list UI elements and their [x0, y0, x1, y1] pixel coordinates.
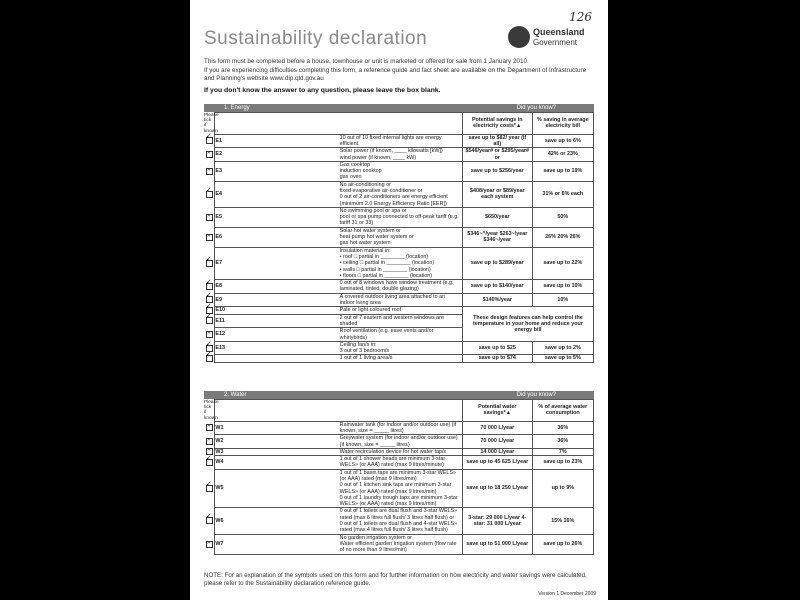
water-row-saving: save up to 45 625 L/year — [462, 456, 532, 470]
energy-row-description — [339, 355, 463, 362]
intro-instruction: If you don't know the answer to any question, please leave the box blank. — [204, 86, 441, 94]
energy-row — [204, 181, 594, 207]
water-header-col1: Potential water savings*▲ — [462, 400, 532, 422]
water-table — [204, 399, 594, 555]
energy-did-you-know: Did you know? — [516, 105, 556, 111]
energy-row-saving: $546/year# or $295/year# or — [462, 148, 532, 162]
energy-row-code: E12 — [215, 328, 339, 342]
intro-text — [204, 58, 594, 95]
energy-row-description — [339, 207, 463, 227]
water-row-saving: save up to 18 250 L/year — [462, 469, 532, 508]
energy-row-saving: save up to $74 — [462, 355, 532, 362]
water-row-percent: 7% — [532, 448, 593, 455]
energy-row-saving: $650/year — [462, 207, 532, 227]
energy-row-percent: 31% or 6% each — [532, 181, 593, 207]
water-row-percent: 36% — [532, 435, 593, 449]
energy-row-code: E4 — [215, 181, 339, 207]
water-row-description — [339, 456, 463, 470]
logo-line-1: Queensland — [533, 27, 585, 37]
energy-row-description — [339, 328, 463, 342]
energy-row-description — [339, 181, 463, 207]
energy-row-saving: save up to $82/ year (if all) — [462, 134, 532, 148]
water-checkbox[interactable] — [206, 485, 213, 492]
water-row-tick-cell — [204, 421, 215, 435]
water-row-description-line: 1 out of 1 basin taps are minimum 3-star WELS» (or AAA) rated (max 9 litres/min) — [339, 469, 456, 482]
energy-row-description-line: gas hot water system — [339, 240, 391, 247]
energy-row-percent: 26% 20% 26% — [532, 227, 593, 247]
water-row-code: W1 — [215, 421, 339, 435]
energy-row-description — [339, 148, 463, 162]
energy-checkbox[interactable] — [206, 355, 213, 362]
energy-row-percent: 50% — [532, 207, 593, 227]
energy-row-tick-cell — [204, 328, 215, 342]
energy-row-description-line: Solar hot water system or — [339, 227, 401, 234]
water-row-tick-cell — [204, 435, 215, 449]
energy-checkbox[interactable] — [206, 168, 213, 175]
energy-row-tick-cell — [204, 148, 215, 162]
energy-row-description — [339, 293, 463, 307]
energy-row-description-line: wind power (if known, ____ kW) — [339, 154, 417, 161]
energy-row-percent: save up to 10% — [532, 280, 593, 294]
energy-row-code: E13 — [215, 341, 339, 355]
energy-row-saving: save up to $256/year — [462, 161, 532, 181]
water-row-tick-cell — [204, 456, 215, 470]
energy-row-tick-cell — [204, 207, 215, 227]
water-row-description-line: Greywater system (for indoor and/or outdoor use) (if known, size = _____ litres) — [339, 435, 458, 448]
crest-icon — [508, 26, 530, 48]
energy-row-percent: save up to 5% — [532, 355, 593, 362]
water-row-percent: save up to 23% — [532, 456, 593, 470]
energy-section-label: 1. Energy — [224, 105, 250, 111]
energy-row-code: E3 — [215, 161, 339, 181]
energy-row — [204, 161, 594, 181]
energy-row-description — [339, 227, 463, 247]
energy-row-code: E6 — [215, 227, 339, 247]
energy-row — [204, 293, 594, 307]
water-row-percent: save up to 26% — [532, 534, 593, 554]
water-row-tick-cell — [204, 508, 215, 534]
energy-row-saving: $346~^/year $263~/year $346~/year — [462, 227, 532, 247]
water-row-description-line: Water recirculation device for hot water tap/s — [339, 448, 447, 455]
energy-row-description-line: Gas cooktop — [339, 161, 370, 168]
water-row-description — [339, 534, 463, 554]
energy-row-tick-cell — [204, 280, 215, 294]
energy-row-percent: save up to 2% — [532, 341, 593, 355]
energy-checkbox[interactable] — [206, 331, 213, 338]
energy-row — [204, 280, 594, 294]
water-checkbox[interactable] — [206, 541, 213, 548]
water-row-description-line: 1 out of 1 shower heads are minimum 3-star WELS» (or AAA) rated (max 9 litres/minute) — [339, 456, 446, 469]
energy-header-col2: % saving in average electricity bill — [532, 113, 593, 135]
energy-row-description-line: 10 out of 10 fixed internal lights are energy efficient — [339, 134, 442, 147]
energy-row-description-line: • floors □ partial in ________ (location) — [339, 272, 433, 279]
energy-row-description-line: Pale or light coloured roof — [339, 307, 402, 314]
water-section-label: 2. Water — [224, 392, 247, 398]
water-row-description-line: No garden irrigation system or — [339, 534, 412, 541]
energy-row — [204, 207, 594, 227]
energy-row-tick-cell — [204, 181, 215, 207]
water-row-description-line: Water efficient garden irrigation system (flow rate of no more than 9 litres/min) — [339, 540, 457, 554]
water-row-description — [339, 469, 463, 508]
energy-row-code: E2 — [215, 148, 339, 162]
water-section-bar — [204, 391, 594, 399]
energy-row-code: E7 — [215, 247, 339, 279]
energy-row — [204, 148, 594, 162]
water-row-percent: up to 9% — [532, 469, 593, 508]
water-row — [204, 469, 594, 508]
energy-row-description-line: Ceiling fan/s in: — [339, 341, 377, 348]
energy-section-bar — [204, 104, 594, 112]
energy-row-description — [339, 307, 463, 314]
water-checkbox[interactable] — [206, 517, 213, 524]
energy-row — [204, 134, 594, 148]
water-row-code: W2 — [215, 435, 339, 449]
water-row-description-line: Rainwater tank (for indoor and/or outdoor use) (if known, size = _____ litres) — [339, 421, 457, 434]
water-row — [204, 448, 594, 455]
energy-row-description — [339, 341, 463, 355]
page-title: Sustainability declaration — [204, 28, 428, 49]
energy-row — [204, 247, 594, 279]
water-row — [204, 435, 594, 449]
energy-row-saving: $408/year or $89/year each system — [462, 181, 532, 207]
energy-row — [204, 307, 594, 314]
water-checkbox[interactable] — [206, 424, 213, 431]
energy-row-saving: save up to $25 — [462, 341, 532, 355]
water-row-description-line: 0 out of 1 laundry trough taps are minimum 3-star WELS» (or AAA) rated (max 9 litres/min) — [339, 494, 458, 508]
energy-row-description — [339, 314, 463, 328]
energy-row-tick-cell — [204, 247, 215, 279]
energy-checkbox[interactable] — [206, 234, 213, 241]
water-row-saving: save up to 51 000 L/year — [462, 534, 532, 554]
energy-row — [204, 227, 594, 247]
energy-row-tick-cell — [204, 314, 215, 328]
water-header-row — [204, 400, 594, 422]
government-logo — [508, 24, 600, 54]
water-header-tick: Please tick if known — [204, 399, 219, 421]
water-row — [204, 508, 594, 534]
energy-row-percent: save up to 22% — [532, 247, 593, 279]
energy-row-tick-cell — [204, 161, 215, 181]
energy-row — [204, 355, 594, 362]
energy-header-tick: Please tick if known — [204, 112, 219, 134]
energy-row-tick-cell — [204, 227, 215, 247]
water-row-code: W4 — [215, 456, 339, 470]
water-row-percent: 36% — [532, 421, 593, 435]
water-row-saving: 70 000 L/year — [462, 435, 532, 449]
energy-header-col1: Potential savings in electricity costs*▲ — [462, 113, 532, 135]
energy-row-percent: 10% — [532, 293, 593, 307]
handwritten-page-number: 126 — [569, 10, 592, 24]
energy-row-description-line: 0 out of 2 air-conditioners are energy efficient (minimum 2.0 Energy Efficiency Ratio [EER]) — [339, 194, 448, 207]
energy-row-code: E10 — [215, 307, 339, 314]
energy-row-percent: save up to 6% — [532, 134, 593, 148]
logo-line-2: Government — [533, 38, 578, 47]
water-row-description — [339, 435, 463, 449]
water-row-saving: 70 000 L/year — [462, 421, 532, 435]
energy-row-description — [339, 280, 463, 294]
water-row-description — [339, 448, 463, 455]
energy-checkbox[interactable] — [206, 191, 213, 198]
water-row-code: W7 — [215, 534, 339, 554]
energy-checkbox[interactable] — [206, 137, 213, 144]
energy-row — [204, 341, 594, 355]
energy-row-description-line: 0 out of 8 windows have window treatment (e.g. laminated, tinted, double glazing) — [339, 280, 454, 293]
energy-row-saving: save up to $140/year — [462, 280, 532, 294]
water-row-saving: 3-star: 29 000 L/year 4-star: 31 000 L/year — [462, 508, 532, 534]
water-row-description — [339, 508, 463, 534]
energy-checkbox[interactable] — [206, 151, 213, 158]
energy-table — [204, 112, 594, 363]
energy-row-description-line: Roof ventilation (e.g. eave vents and/or whirlybirds) — [339, 328, 434, 341]
energy-row-description-line: fixed evaporative air-conditioner or — [339, 188, 423, 194]
energy-row-saving-merged: These design features can help control the temperature in your home and reduce your energy bill — [462, 307, 593, 341]
energy-row-description-line: 1 out of 1 living area/s — [339, 355, 393, 362]
energy-row-description — [339, 247, 463, 279]
water-row-code: W3 — [215, 448, 339, 455]
energy-row-description-line: pool or spa pump connected to off-peak tariff (e.g. tariff 31 or 33) — [339, 214, 459, 227]
energy-checkbox[interactable] — [206, 283, 213, 290]
energy-row-percent: save up to 19% — [532, 161, 593, 181]
intro-line-2: If you are experiencing difficulties completing this form, a reference guide and fact sheet are available on the Department of Infrastructure and Planning's website www.dip.qld.gov.au — [204, 66, 587, 83]
water-row-code: W5 — [215, 469, 339, 508]
energy-row-tick-cell — [204, 355, 215, 362]
water-row — [204, 421, 594, 435]
water-header-blank — [215, 400, 463, 422]
energy-row-code — [215, 355, 339, 362]
energy-row-description-line: 3 out of 3 bedroom/s — [339, 348, 390, 355]
energy-row-description-line: 2 out of 7 eastern and western windows are shaded — [339, 314, 444, 327]
footer-note: NOTE: For an explanation of the symbols used on this form and for further information on how electricity and water savings were calculated, please refer to the Sustainability declaration reference guide. — [204, 572, 587, 587]
energy-row-description-line: induction cooktop — [339, 168, 382, 175]
water-header-col2: % of average water consumption — [532, 400, 593, 422]
energy-row-saving: save up to $289/year — [462, 247, 532, 279]
energy-row-description — [339, 134, 463, 148]
water-did-you-know: Did you know? — [516, 392, 556, 398]
energy-row-description-line: A covered outdoor living area attached to an indoor living area — [339, 293, 446, 307]
energy-row-code: E9 — [215, 293, 339, 307]
energy-row-tick-cell — [204, 134, 215, 148]
energy-row-description-line: Solar power (if known, ____ kilowatts [kW]) — [339, 148, 443, 155]
energy-row-description-line: No swimming pool or spa or — [339, 207, 407, 214]
water-row — [204, 456, 594, 470]
energy-checkbox[interactable] — [206, 260, 213, 267]
water-row-tick-cell — [204, 469, 215, 508]
intro-line-1: This form must be completed before a house, townhouse or unit is marketed or offered for sale from 1 January 2010. — [204, 58, 529, 65]
water-checkbox[interactable] — [206, 438, 213, 445]
water-row-description-line: 0 out of 1 toilets are dual flush and 3-star WELS» rated (max 6 litres full flush/ 3 litres half flush) or — [339, 508, 458, 521]
energy-row-description-line: • roof □ partial in ________ (location) — [339, 253, 429, 260]
energy-row-code: E1 — [215, 134, 339, 148]
energy-row-code: E5 — [215, 207, 339, 227]
water-row-description — [339, 421, 463, 435]
energy-row-code: E8 — [215, 280, 339, 294]
energy-row-description — [339, 161, 463, 181]
energy-row-description-line: gas oven — [339, 174, 362, 181]
energy-header-blank — [215, 113, 463, 135]
energy-row-percent: 42% or 23% — [532, 148, 593, 162]
energy-row-saving: $140%/year — [462, 293, 532, 307]
energy-row-description-line: • walls □ partial in ________ (location) — [339, 266, 431, 273]
water-row-percent: 15% 16% — [532, 508, 593, 534]
water-row-saving: 14 000 L/year — [462, 448, 532, 455]
energy-checkbox[interactable] — [206, 214, 213, 221]
water-row — [204, 534, 594, 554]
energy-row-description-line: Insulation material in: — [339, 247, 391, 254]
energy-row-description-line: No air-conditioning or — [339, 181, 391, 188]
energy-row-description-line: • ceiling □ partial in ________ (location) — [339, 260, 435, 267]
energy-header-row — [204, 113, 594, 135]
energy-checkbox[interactable] — [206, 317, 213, 324]
document-page — [190, 0, 608, 600]
water-row-description-line: 0 out of 1 toilets are dual flush and 4-star WELS» rated (max 4 litres full flush/ 3 litres half flush) — [339, 521, 458, 534]
water-checkbox[interactable] — [206, 459, 213, 466]
version-label: Version 1 December 2009 — [538, 591, 596, 597]
energy-row-description-line: heat pump hot water system or — [339, 234, 414, 241]
water-row-tick-cell — [204, 534, 215, 554]
water-row-description-line: 0 out of 1 kitchen sink taps are minimum 3-star WELS» (or AAA) rated (max 9 litres/min) — [339, 482, 452, 495]
energy-row-code: E11 — [215, 314, 339, 328]
water-row-code: W6 — [215, 508, 339, 534]
